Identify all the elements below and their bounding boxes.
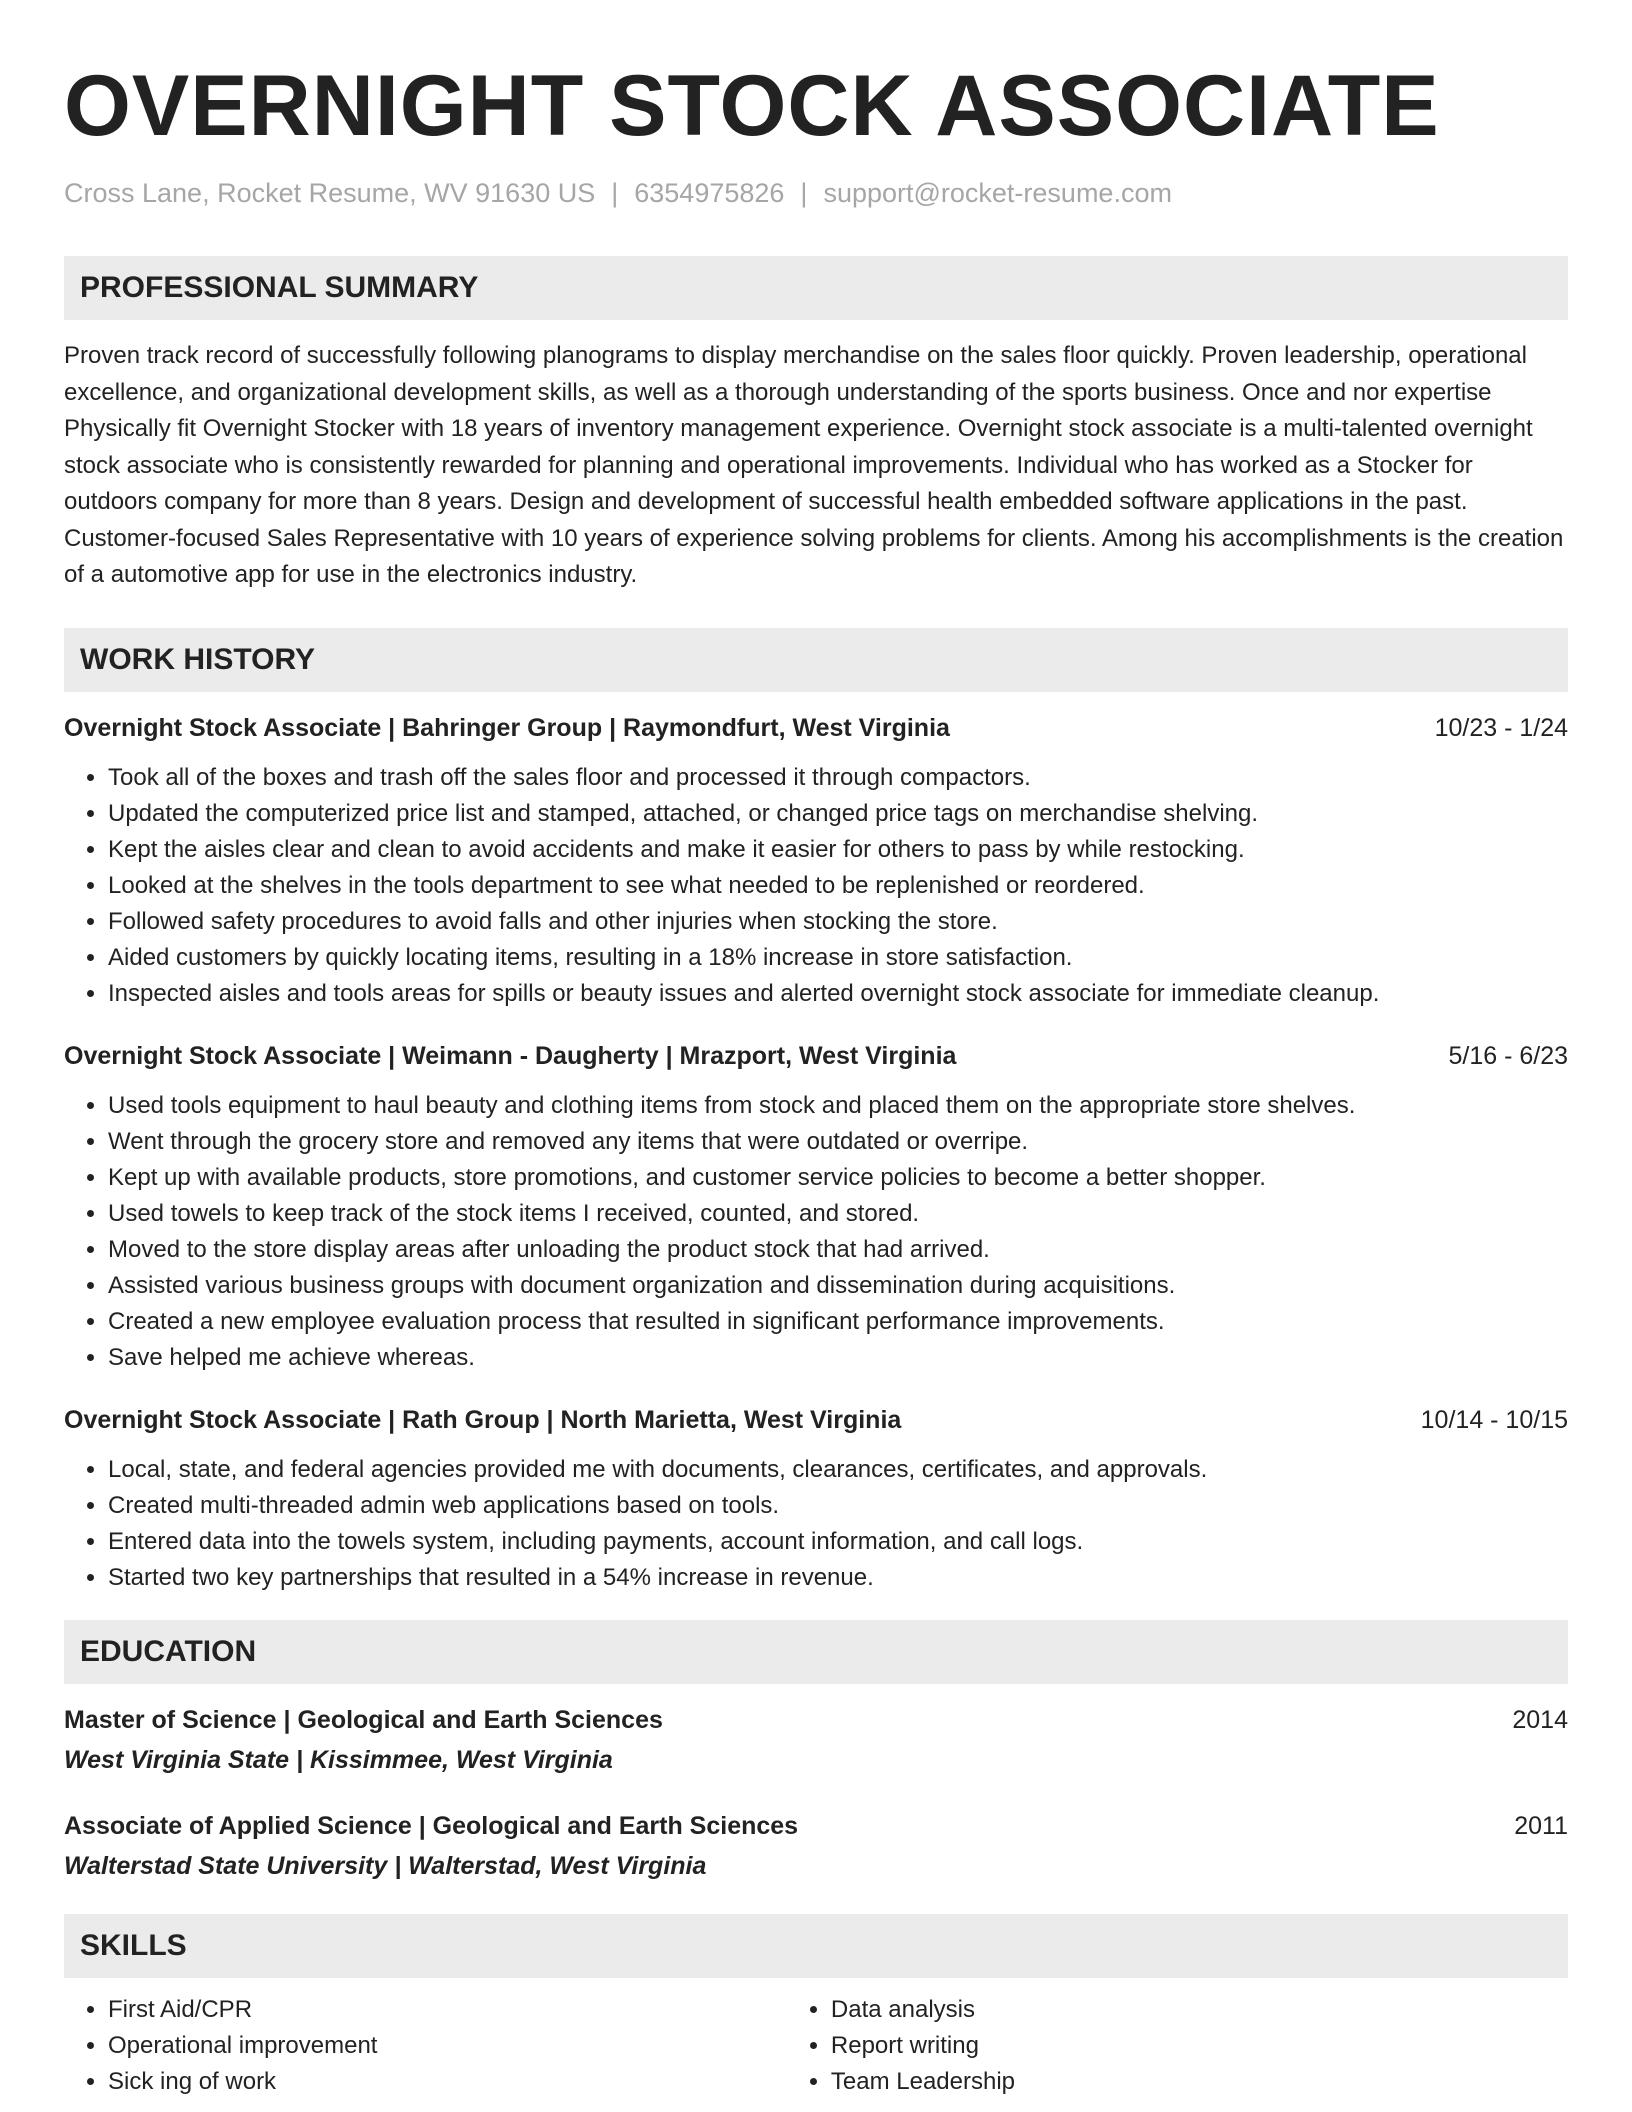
job-bullet: • Used towels to keep track of the stock items I received, counted, and stored. bbox=[108, 1196, 1568, 1232]
education-year: 2014 bbox=[1512, 1705, 1568, 1734]
education-school: West Virginia State | Kissimmee, West Virginia bbox=[64, 1745, 613, 1774]
education-degree: Master of Science | Geological and Earth Sciences bbox=[64, 1705, 663, 1734]
job-bullet: • Started two key partnerships that resulted in a 54% increase in revenue. bbox=[108, 1560, 1568, 1596]
education-degree: Associate of Applied Science | Geological and Earth Sciences bbox=[64, 1811, 799, 1840]
job-entry bbox=[64, 1038, 1568, 1376]
skill-item: • Team Leadership bbox=[831, 2064, 1568, 2100]
job-bullets bbox=[64, 760, 1568, 1012]
job-header bbox=[64, 1038, 1568, 1074]
contact-email: support@rocket-resume.com bbox=[823, 178, 1172, 208]
job-bullet: • Local, state, and federal agencies provided me with documents, clearances, certificates, and approvals. bbox=[108, 1452, 1568, 1488]
skill-item: • Sick ing of work bbox=[108, 2064, 787, 2100]
job-entry bbox=[64, 1402, 1568, 1596]
job-bullets bbox=[64, 1088, 1568, 1376]
resume-title: OVERNIGHT STOCK ASSOCIATE bbox=[64, 58, 1440, 154]
contact-phone: 6354975826 bbox=[634, 178, 785, 208]
job-bullet: • Aided customers by quickly locating items, resulting in a 18% increase in store satisfaction. bbox=[108, 940, 1568, 976]
summary-text: Proven track record of successfully following planograms to display merchandise on the sales floor quickly. Proven leadership, operational excellence, and organizational development skills, as well as a thorough understanding of the sports business. Once and nor expertise Physically fit Overnight Stocker with 18 years of inventory management experience. Overnight stock associate is a multi-talented overnight stock associate who is consistently rewarded for planning and operational improvements. Individual who has worked as a Stocker for outdoors company for more than 8 years. Design and development of successful health embedded software applications in the past. Customer-focused Sales Representative with 10 years of experience solving problems for clients. Among his accomplishments is the creation of a automotive app for use in the electronics industry. bbox=[64, 342, 1564, 588]
skill-item: • Operational improvement bbox=[108, 2028, 787, 2064]
section-heading-skills: SKILLS bbox=[64, 1914, 1568, 1978]
job-dates: 5/16 - 6/23 bbox=[1448, 1041, 1568, 1070]
job-title: Overnight Stock Associate | Weimann - Daugherty | Mrazport, West Virginia bbox=[64, 1041, 957, 1070]
job-bullets bbox=[64, 1452, 1568, 1596]
job-bullet: • Save helped me achieve whereas. bbox=[108, 1340, 1568, 1376]
job-entry bbox=[64, 710, 1568, 1012]
section-heading-work-history: WORK HISTORY bbox=[64, 628, 1568, 692]
job-bullet: • Looked at the shelves in the tools department to see what needed to be replenished or reordered. bbox=[108, 868, 1568, 904]
job-bullet: • Inspected aisles and tools areas for spills or beauty issues and alerted overnight stock associate for immediate cleanup. bbox=[108, 976, 1568, 1012]
education-header bbox=[64, 1808, 1568, 1844]
job-bullet: • Kept the aisles clear and clean to avoid accidents and make it easier for others to pass by while restocking. bbox=[108, 832, 1568, 868]
job-bullet: • Went through the grocery store and removed any items that were outdated or overripe. bbox=[108, 1124, 1568, 1160]
education-header bbox=[64, 1702, 1568, 1738]
job-bullet: • Took all of the boxes and trash off the sales floor and processed it through compactors. bbox=[108, 760, 1568, 796]
job-title: Overnight Stock Associate | Rath Group | North Marietta, West Virginia bbox=[64, 1405, 902, 1434]
contact-separator: | bbox=[611, 178, 619, 208]
skill-item: • First Aid/CPR bbox=[108, 1992, 787, 2028]
contact-separator: | bbox=[800, 178, 808, 208]
job-dates: 10/23 - 1/24 bbox=[1434, 713, 1568, 742]
skills-column-left bbox=[64, 1992, 787, 2100]
section-heading-summary: PROFESSIONAL SUMMARY bbox=[64, 256, 1568, 320]
job-bullet: • Created a new employee evaluation process that resulted in significant performance improvements. bbox=[108, 1304, 1568, 1340]
job-dates: 10/14 - 10/15 bbox=[1420, 1405, 1568, 1434]
job-bullet: • Updated the computerized price list and stamped, attached, or changed price tags on merchandise shelving. bbox=[108, 796, 1568, 832]
job-header bbox=[64, 710, 1568, 746]
job-bullet: • Moved to the store display areas after unloading the product stock that had arrived. bbox=[108, 1232, 1568, 1268]
job-title: Overnight Stock Associate | Bahringer Group | Raymondfurt, West Virginia bbox=[64, 713, 950, 742]
skills-list bbox=[64, 1992, 1568, 2100]
job-header bbox=[64, 1402, 1568, 1438]
skill-item: • Report writing bbox=[831, 2028, 1568, 2064]
skill-item: • Data analysis bbox=[831, 1992, 1568, 2028]
education-year: 2011 bbox=[1514, 1811, 1568, 1840]
contact-address: Cross Lane, Rocket Resume, WV 91630 US bbox=[64, 178, 596, 208]
job-bullet: • Created multi-threaded admin web applications based on tools. bbox=[108, 1488, 1568, 1524]
education-entry bbox=[64, 1702, 1568, 1778]
section-heading-education: EDUCATION bbox=[64, 1620, 1568, 1684]
job-bullet: • Followed safety procedures to avoid falls and other injuries when stocking the store. bbox=[108, 904, 1568, 940]
contact-line bbox=[64, 176, 1568, 210]
education-entry bbox=[64, 1808, 1568, 1884]
skills-column-right bbox=[787, 1992, 1568, 2100]
education-school: Walterstad State University | Walterstad, West Virginia bbox=[64, 1851, 707, 1880]
job-bullet: • Entered data into the towels system, including payments, account information, and call logs. bbox=[108, 1524, 1568, 1560]
job-bullet: • Kept up with available products, store promotions, and customer service policies to become a better shopper. bbox=[108, 1160, 1568, 1196]
job-bullet: • Used tools equipment to haul beauty and clothing items from stock and placed them on the appropriate store shelves. bbox=[108, 1088, 1568, 1124]
job-bullet: • Assisted various business groups with document organization and dissemination during acquisitions. bbox=[108, 1268, 1568, 1304]
